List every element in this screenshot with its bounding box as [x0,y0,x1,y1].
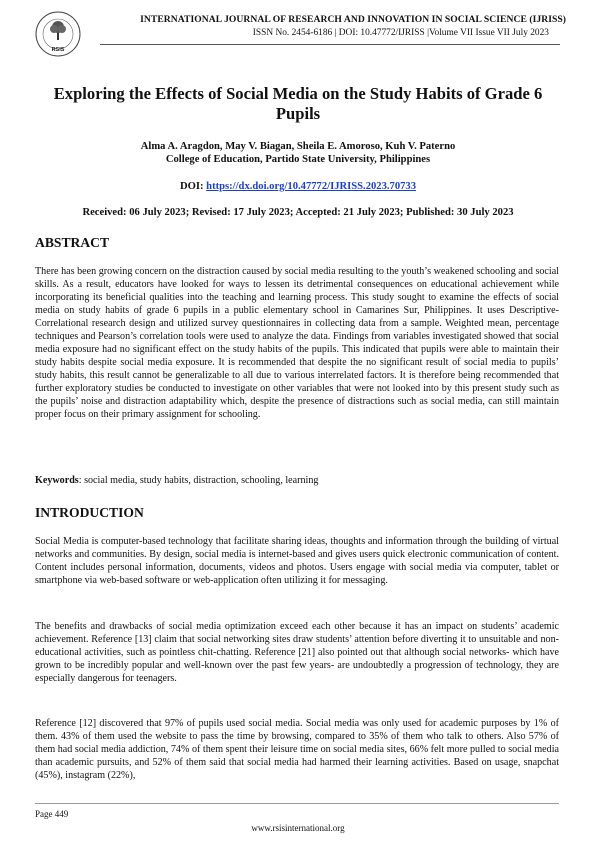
journal-name: INTERNATIONAL JOURNAL OF RESEARCH AND INNOVATION IN SOCIAL SCIENCE (IJRISS) [140,14,566,25]
issn-line: ISSN No. 2454-6186 | DOI: 10.47772/IJRISS |Volume VII Issue VII July 2023 [252,28,549,38]
doi-label: DOI: [179,181,204,192]
keywords-line [35,474,559,487]
author-block [30,140,566,166]
journal-logo [34,10,82,58]
header-divider [100,44,560,45]
intro-paragraph-2: The benefits and drawbacks of social media optimization exceed each other because it has an impact on students’ academic achievement. Reference [13] claim that social networking sites draw students’ attention before diverting it to unsuitable and non-educational activities, such as pointless chit-chatting. Reference [21] also pointed out that although social networks- which have grown to be incredibly popular and well-known over the past few years- are undoubtedly a progression of technology, they are especially dangerous for teenagers. [35,621,559,684]
abstract-heading: ABSTRACT [35,235,110,250]
paper-title: Exploring the Effects of Social Media on the Study Habits of Grade 6 Pupils [53,84,543,123]
keywords-label: Keywords [35,475,79,486]
footer-divider [35,803,559,804]
doi-line [30,181,566,192]
affiliation: College of Education, Partido State University, Philippines [165,154,431,165]
doi-link[interactable]: https://dx.doi.org/10.47772/IJRISS.2023.70733 [206,181,417,192]
abstract-text: There has been growing concern on the distraction caused by social media resulting to the youth’s weakened schooling and social skills. As a result, educators have looked for ways to lessen its detrimental consequences on educational achievement while incorporating its beneficial qualities into the teaching and learning process. This study sought to examine the effects of social media on study habits of grade 6 pupils in a public elementary school in Camarines Sur, Philippines. It uses Descriptive-Correlational research design and utilized survey questionnaires in collecting data from a sample. Weighted mean, percentage techniques and Pearson’s correlation tools were used to analyze the data. Findings from variables investigated showed that social media exposure had no significant effect on the study habits of the pupils. This indicated that pupils were able to maintain their study habits despite social media exposure. It is recommended that despite the no significant result of social media to pupils’ study habits, this result cannot be generalizable to all due to various interrelated factors. It is therefore being recommended that further exploratory studies be conducted to investigate on other variables that were not looked into by this present study such as the pupils’ noise and distraction adaptability which, despite the presence of distractions such as social media, can still maintain proper focus on their primary assignment for schooling. [35,266,559,420]
authors: Alma A. Aragdon, May V. Biagan, Sheila E. Amoroso, Kuh V. Paterno [140,141,456,152]
svg-text:RSIS: RSIS [51,47,65,53]
page-number: Page 449 [35,809,69,819]
keywords-text: : social media, study habits, distraction, schooling, learning [78,475,319,486]
footer-website: www.rsisinternational.org [251,823,345,833]
introduction-heading: INTRODUCTION [35,505,144,520]
publication-dates: Received: 06 July 2023; Revised: 17 July 2023; Accepted: 21 July 2023; Published: 30 July 2023 [82,207,514,218]
intro-paragraph-1: Social Media is computer-based technology that facilitate sharing ideas, thoughts and information through the building of virtual networks and communities. By design, social media is internet-based and gives users quick electronic communication of content. Content includes personal information, documents, videos and photos. Users engage with social media via computer, tablet or smartphone via web-based software or web-application often utilizing it for messaging. [35,536,559,586]
intro-paragraph-3: Reference [12] discovered that 97% of pupils used social media. Social media was only used for academic purposes by 1% of them. 43% of them used the website to pass the time by browsing, compared to 35% of them who talk to others. Also 57% of them had social media addiction, 74% of them spent their leisure time on social media sites, 66% felt more pulled to social media than academic pursuits, and 52% of them said that social media had harmed their learning activities. Based on usage, snapchat (45%), instagram (22%), [35,718,559,781]
